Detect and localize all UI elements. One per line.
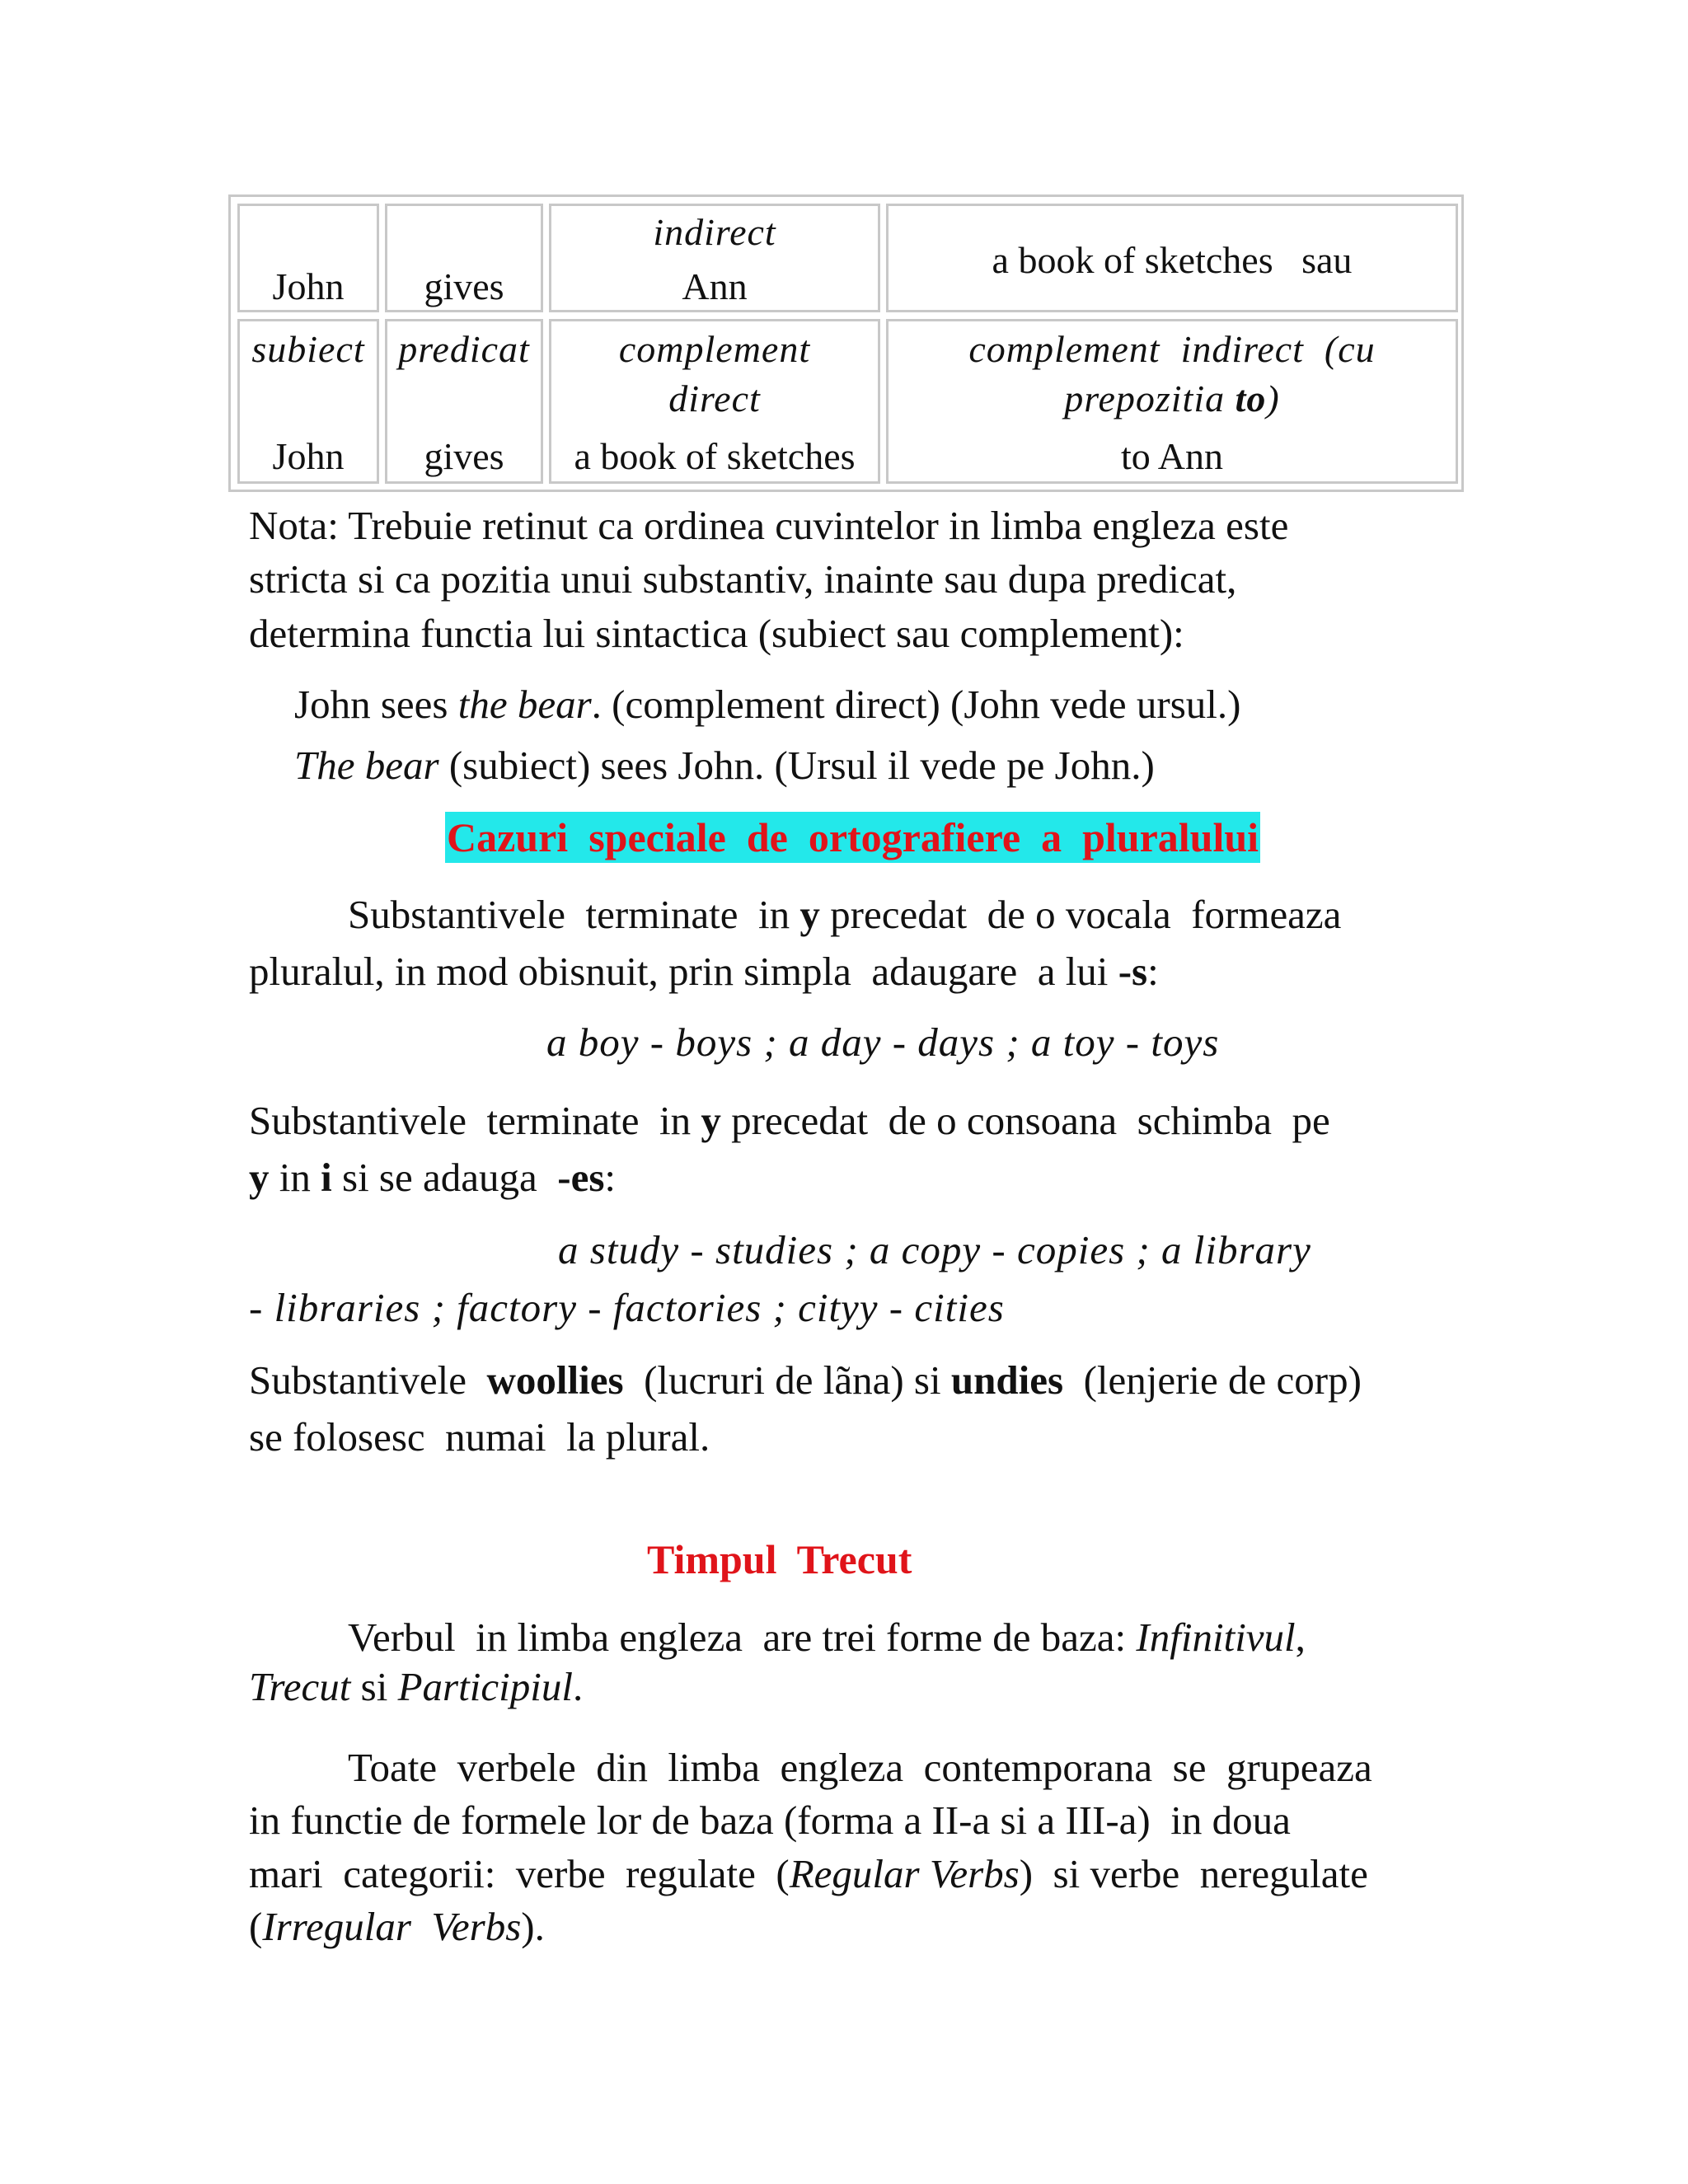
- cell-label: indirect: [653, 211, 776, 253]
- section1-example-1: a boy - boys ; a day - days ; a toy - toys: [546, 1019, 1220, 1065]
- cell-text: gives: [424, 435, 504, 477]
- section2-p2-line-3: [249, 1847, 1368, 1901]
- section2-p1-line-1: [348, 1610, 1306, 1665]
- cell-label-bold: to: [1235, 377, 1267, 419]
- text-part: ,: [1295, 1615, 1306, 1660]
- text-part: ) si verbe neregulate: [1019, 1851, 1368, 1896]
- text-part: John sees: [294, 682, 458, 727]
- cell-label: predicat: [398, 328, 530, 370]
- cell-text: gives: [424, 265, 504, 307]
- table-cell-r2c2: [385, 319, 543, 484]
- text-italic: Regular Verbs: [789, 1851, 1020, 1896]
- cell-text: to Ann: [1121, 435, 1223, 477]
- nota-line-3: determina functia lui sintactica (subiect sau complement):: [249, 611, 1184, 656]
- text-italic: the bear: [457, 682, 592, 727]
- text-part: (lenjerie de corp): [1063, 1357, 1362, 1403]
- section-heading-plural: [445, 812, 1260, 865]
- section1-p1-line-2: [249, 944, 1159, 999]
- table-cell-r1c1: [237, 204, 379, 312]
- text-part: mari categorii: verbe regulate (: [249, 1851, 790, 1896]
- table-cell-r1c4: [886, 204, 1458, 312]
- cell-text: a book of sketches: [574, 435, 856, 477]
- text-part: Substantivele terminate in: [249, 1098, 701, 1143]
- section1-p1-line-1: [348, 888, 1341, 942]
- section1-p3-line-2: se folosesc numai la plural.: [249, 1414, 710, 1460]
- cell-label: complement indirect (cu: [968, 328, 1376, 370]
- text-part: si: [350, 1664, 398, 1709]
- section-heading-past-tense: Timpul Trecut: [647, 1536, 912, 1582]
- text-bold: y: [701, 1098, 721, 1143]
- section2-p1-line-2: [249, 1660, 583, 1714]
- cell-label: direct: [668, 377, 761, 419]
- text-part: precedat de o consoana schimba pe: [720, 1098, 1330, 1143]
- text-part: :: [604, 1155, 617, 1200]
- cell-label: subiect: [251, 328, 365, 370]
- section1-example-2-line-2: - libraries ; factory - factories ; cityy - cities: [249, 1285, 1005, 1330]
- text-bold: i: [321, 1155, 332, 1200]
- cell-text: John: [272, 435, 345, 477]
- text-italic: Infinitivul: [1136, 1615, 1296, 1660]
- text-part: Substantivele terminate in: [348, 892, 800, 937]
- text-bold: -s: [1118, 949, 1148, 994]
- text-bold: y: [249, 1155, 270, 1200]
- table-cell-r2c4: [886, 319, 1458, 484]
- text-part: Verbul in limba engleza are trei forme de baza:: [348, 1615, 1137, 1660]
- text-part: si se adauga: [331, 1155, 558, 1200]
- text-part: ).: [521, 1904, 545, 1949]
- text-part: in: [269, 1155, 321, 1200]
- section2-p2-line-4: [249, 1900, 545, 1954]
- text-italic: Trecut: [249, 1664, 351, 1709]
- table-cell-r2c1: [237, 319, 379, 484]
- text-part: (lucruri de lãna) si: [623, 1357, 951, 1403]
- text-bold: y: [799, 892, 820, 937]
- syntax-table: [228, 194, 1464, 492]
- cell-label-part: prepozitia: [1064, 377, 1236, 419]
- cell-label: complement: [618, 328, 811, 370]
- text-bold: -es: [557, 1155, 605, 1200]
- text-italic: Participiul: [397, 1664, 573, 1709]
- cell-text: John: [272, 265, 345, 307]
- text-italic: Irregular Verbs: [262, 1904, 522, 1949]
- table-cell-r1c2: [385, 204, 543, 312]
- text-part: :: [1147, 949, 1159, 994]
- text-part: precedat de o vocala formeaza: [819, 892, 1342, 937]
- text-italic: The bear: [294, 743, 439, 788]
- nota-line-2: stricta si ca pozitia unui substantiv, inainte sau dupa predicat,: [249, 556, 1237, 602]
- example-line-1: [294, 677, 1240, 732]
- section1-example-2-line-1: a study - studies ; a copy - copies ; a library: [558, 1227, 1311, 1272]
- section1-p2-line-2: [249, 1151, 616, 1205]
- section2-p2-line-1: Toate verbele din limba engleza contemporana se grupeaza: [348, 1745, 1372, 1790]
- text-part: (subiect) sees John. (Ursul il vede pe John.): [438, 743, 1155, 788]
- text-part: (: [249, 1904, 263, 1949]
- section1-p3-line-1: [249, 1353, 1362, 1408]
- example-line-2: [294, 738, 1155, 793]
- text-part: Substantivele: [249, 1357, 487, 1403]
- cell-text: a book of sketches sau: [992, 239, 1353, 281]
- nota-line-1: Nota: Trebuie retinut ca ordinea cuvintelor in limba engleza este: [249, 503, 1289, 548]
- heading-text: Cazuri speciale de ortografiere a pluralului: [445, 812, 1260, 863]
- section2-p2-line-2: in functie de formele lor de baza (forma a II-a si a III-a) in doua: [249, 1797, 1291, 1843]
- cell-label-part: ): [1266, 377, 1280, 419]
- text-bold: woollies: [486, 1357, 624, 1403]
- text-part: pluralul, in mod obisnuit, prin simpla adaugare a lui: [249, 949, 1118, 994]
- cell-label: [889, 374, 1456, 424]
- text-bold: undies: [950, 1357, 1064, 1403]
- cell-text: Ann: [682, 265, 748, 307]
- table-cell-r2c3: [549, 319, 880, 484]
- table-cell-r1c3: [549, 204, 880, 312]
- text-part: .: [572, 1664, 584, 1709]
- section1-p2-line-1: [249, 1094, 1330, 1148]
- text-part: . (complement direct) (John vede ursul.): [591, 682, 1241, 727]
